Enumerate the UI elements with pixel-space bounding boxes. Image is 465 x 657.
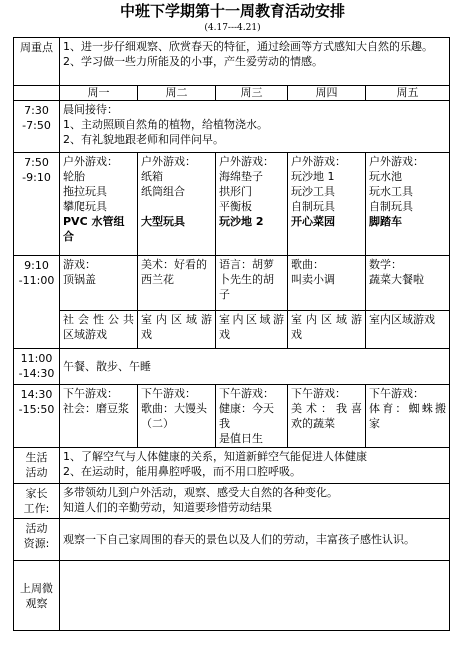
activity-cell-wednesday [216,256,288,311]
activity-subject: 游戏： [63,258,96,271]
afternoon-heading: 下午游戏： [219,387,274,400]
resources-row [14,519,450,561]
time-end: -15:50 [18,403,55,416]
schedule-table [13,37,450,631]
page-title: 中班下学期第十一周教育活动安排 [119,2,345,20]
review-label [14,561,60,631]
time-start: 11:00 [20,352,53,365]
day-thursday: 周四 [288,86,366,101]
area-text: 室内区域游 [291,313,362,326]
time-end: -7:50 [22,119,51,132]
activity-cell-monday [60,256,138,311]
focus-item: 2、学习做一些力所能及的小事，产生爱劳动的情感。 [63,55,323,68]
day-wednesday: 周三 [216,86,288,101]
days-row [14,86,450,101]
outdoor-item: 纸箱 [141,170,163,183]
morning-line: 晨间接待： [63,103,118,116]
outdoor-item: 攀爬玩具 [63,200,107,213]
morning-row [14,101,450,153]
outdoor-row [14,153,450,256]
outdoor-heading: 户外游戏： [369,155,424,168]
afternoon-topic: 是值日生 [219,432,263,445]
activity-subject: 美术：好看的 [141,258,207,271]
area-text: 室内区域游 [219,313,284,326]
label-line: 生活 [25,451,48,464]
outdoor-heading: 户外游戏： [291,155,346,168]
activity-topic: 顶锅盖 [63,273,96,286]
lunch-time [14,349,60,385]
afternoon-heading: 下午游戏： [141,387,196,400]
lunch-content: 午餐、散步、午睡 [60,349,450,385]
area-text: 戏 [219,328,230,341]
outdoor-heading: 户外游戏： [63,155,118,168]
activity-topic: 蔬菜大餐啦 [369,273,424,286]
activity-subject: 数学： [369,258,402,271]
activity-topic: 子 [219,288,230,301]
focus-content [60,38,450,86]
afternoon-topic: 体育：蜘蛛搬 [369,402,447,415]
outdoor-item: 纸筒组合 [141,185,185,198]
focus-row [14,38,450,86]
afternoon-topic: 歌曲：大馒头 [141,402,207,415]
outdoor-item: 玩水工具 [369,185,413,198]
day-monday: 周一 [60,86,138,101]
lunch-row [14,349,450,385]
label-line: 上周微 [20,581,53,595]
area-cell-tuesday [138,311,216,349]
time-start: 7:50 [24,156,49,169]
outdoor-item: 玩沙地 1 [291,170,335,183]
focus-label: 周重点 [14,38,60,86]
focus-item: 1、进一步仔细观察、欣赏春天的特征，通过绘画等方式感知大自然的乐趣。 [63,40,433,53]
review-row [14,561,450,631]
area-text: 戏 [141,328,152,341]
label-line: 活动 [25,522,48,535]
afternoon-cell-monday [60,385,138,448]
afternoon-cell-wednesday [216,385,288,448]
afternoon-topic: （二） [141,417,174,430]
activity-cell-tuesday [138,256,216,311]
life-content [60,448,450,484]
outdoor-bold-item: 脚踏车 [369,215,402,228]
life-item: 2、在运动时，能用鼻腔呼吸，而不用口腔呼吸。 [63,465,301,478]
afternoon-topic: 美术：我喜 [291,402,362,415]
afternoon-topic: 社会：磨豆浆 [63,402,129,415]
outdoor-heading: 户外游戏： [141,155,196,168]
outdoor-cell-monday [60,153,138,256]
time-start: 7:30 [24,104,49,117]
day-tuesday: 周二 [138,86,216,101]
area-text: 戏 [291,328,302,341]
activity-topic: 西兰花 [141,273,174,286]
parents-content [60,484,450,519]
activity-subject: 语言：胡萝 [219,258,274,271]
spacer [141,199,212,214]
outdoor-bold-item: 开心菜园 [291,215,335,228]
activity-cell-thursday [288,256,366,311]
outdoor-cell-thursday [288,153,366,256]
outdoor-item: 拱形门 [219,185,252,198]
afternoon-topic: 健康：今天我 [219,402,274,430]
life-row [14,448,450,484]
label-line: 观察 [25,596,48,610]
activity-cell-friday [366,256,450,311]
outdoor-item: 玩沙工具 [291,185,335,198]
area-text: 室内区域游 [141,313,212,326]
outdoor-heading: 户外游戏： [219,155,274,168]
morning-time [14,101,60,153]
area-cell-monday [60,311,138,349]
morning-line: 2、有礼貌地跟老师和同伴问早。 [63,133,224,146]
outdoor-cell-wednesday [216,153,288,256]
outdoor-bold-item: 玩沙地 2 [219,215,264,228]
afternoon-cell-tuesday [138,385,216,448]
afternoon-cell-thursday [288,385,366,448]
time-start: 9:10 [24,259,49,272]
label-line: 家长 [25,487,48,500]
area-cell-thursday [288,311,366,349]
area-cell-friday [366,311,450,349]
date-range: (4.17---4.21) [204,23,261,33]
parents-item: 多带领幼儿到户外活动，观察、感受大自然的各种变化。 [63,486,338,499]
outdoor-item: 海绵垫子 [219,170,263,183]
activity-time [14,256,60,349]
morning-content [60,101,450,153]
life-item: 1、了解空气与人体健康的关系，知道新鲜空气能促进人体健康 [63,450,367,463]
outdoor-time [14,153,60,256]
morning-line: 1、主动照顾自然角的植物，给植物浇水。 [63,118,268,131]
day-friday: 周五 [366,86,450,101]
outdoor-item: 自制玩具 [291,200,335,213]
afternoon-topic: 家 [369,417,380,430]
afternoon-heading: 下午游戏： [291,387,346,400]
area-text: 室内区域游戏 [369,313,435,326]
afternoon-row [14,385,450,448]
days-corner [14,86,60,101]
review-content [60,561,450,631]
afternoon-cell-friday [366,385,450,448]
afternoon-heading: 下午游戏： [63,387,118,400]
resources-label [14,519,60,561]
outdoor-bold-item: 大型玩具 [141,215,185,228]
outdoor-cell-tuesday [138,153,216,256]
outdoor-item: 自制玩具 [369,200,413,213]
afternoon-heading: 下午游戏： [369,387,424,400]
parents-row [14,484,450,519]
activity-topic: 叫卖小调 [291,273,335,286]
time-start: 14:30 [20,388,53,401]
time-end: -14:30 [18,367,55,380]
label-line: 工作: [23,502,50,515]
outdoor-item: 平衡板 [219,200,252,213]
life-label [14,448,60,484]
outdoor-item: 玩水池 [369,170,402,183]
outdoor-item: 轮胎 [63,170,85,183]
time-end: -9:10 [22,171,51,184]
activity-subject: 歌曲： [291,258,324,271]
area-text: 社会性公共 [63,313,134,326]
area-cell-wednesday [216,311,288,349]
afternoon-time [14,385,60,448]
resources-content: 观察一下自己家周围的春天的景色以及人们的劳动，丰富孩子感性认识。 [60,519,450,561]
outdoor-cell-friday [366,153,450,256]
time-end: -11:00 [18,274,55,287]
outdoor-item: 拖拉玩具 [63,185,107,198]
activity-topic: 卜先生的胡 [219,273,274,286]
afternoon-topic: 欢的蔬菜 [291,417,335,430]
label-line: 活动 [25,466,48,479]
label-line: 资源: [23,537,50,550]
activity-row [14,256,450,311]
area-row [14,311,450,349]
parents-item: 知道人们的辛勤劳动，知道要珍惜劳动结果 [63,501,272,514]
outdoor-bold-item: PVC 水管组合 [63,215,125,243]
area-text: 区域游戏 [63,328,107,341]
parents-label [14,484,60,519]
